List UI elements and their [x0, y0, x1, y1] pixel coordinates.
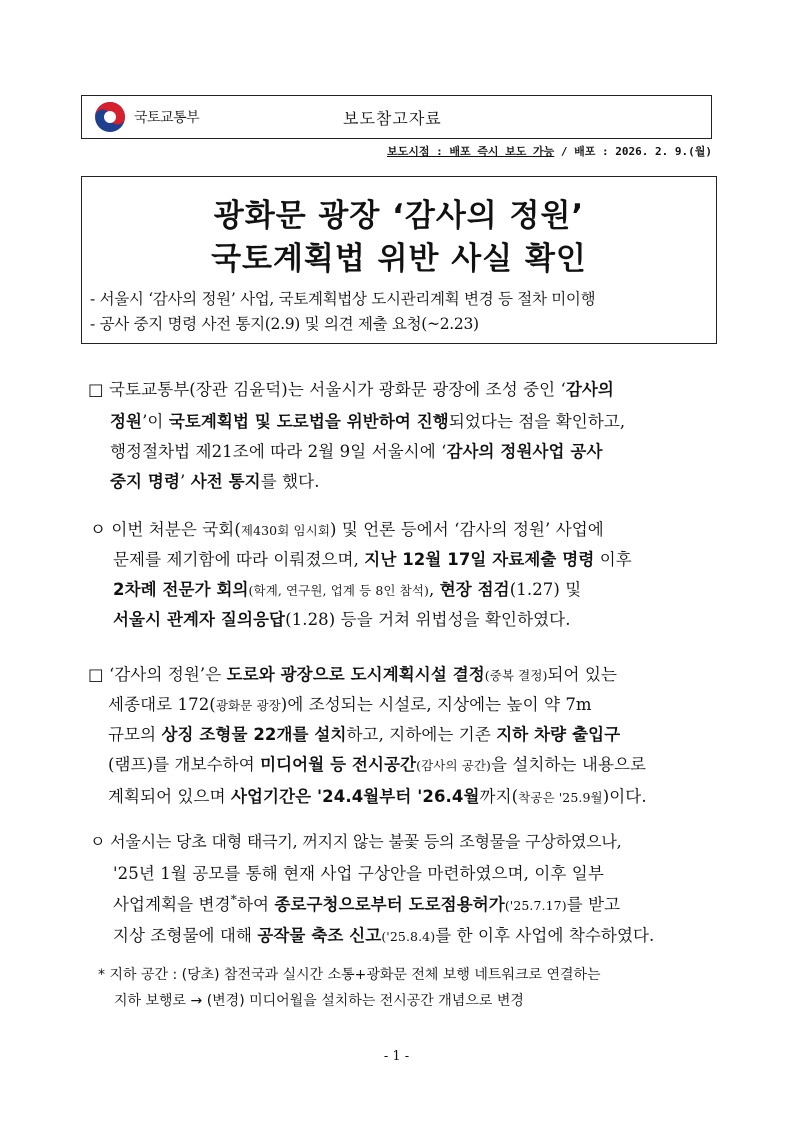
subtitle-1: - 서울시 ‘감사의 정원’ 사업, 국토계획법상 도시관리계획 변경 등 절차 미이행 [90, 290, 596, 308]
p2-l1c: ) 및 언론 등에서 ‘감사의 정원’ 사업에 [330, 520, 604, 539]
p1-l1b: 감사의 [565, 380, 614, 399]
ministry-logo-icon [93, 100, 127, 134]
p2-l4b: (1.28) 등을 거쳐 위법성을 확인하였다. [285, 610, 571, 629]
p4-l3d: 종로구청으로부터 도로점용허가 [274, 895, 505, 914]
p1-line-2 [110, 408, 793, 432]
p3-line-4 [108, 751, 793, 775]
p3-line-3 [108, 721, 793, 745]
footnote-line-1: * 지하 공간 : (당초) 참전국과 실시간 소통+광화문 전체 보행 네트워크로 연결하는 [98, 967, 601, 983]
p4-line-3 [113, 891, 793, 915]
p1-l3b: 감사의 정원사업 공사 [446, 442, 603, 461]
release-date: / 배포 : 2026. 2. 9.(월) [554, 145, 712, 158]
p3-l5d: 착공은 '25.9월 [518, 790, 603, 805]
p4-l4a: 지상 조형물에 대해 [113, 926, 258, 945]
p2-l3a: 2차례 전문가 회의 [113, 580, 249, 599]
p3-l5e: )이다. [602, 787, 647, 806]
p4-l3c: 하여 [236, 895, 275, 914]
p3-l1d: 되어 있는 [547, 665, 618, 684]
p3-line-1 [88, 661, 793, 685]
p1-l2c: 국토계획법 및 도로법을 위반하여 진행 [168, 412, 449, 431]
p3-l4b: 미디어월 등 전시공간 [260, 755, 417, 774]
title-line-2: 국토계획법 위반 사실 확인 [211, 241, 587, 277]
p4-l3e: ('25.7.17) [504, 898, 567, 913]
p2-l1a: ㅇ 이번 처분은 국회( [90, 520, 241, 539]
p1-l2a: 정원 [110, 412, 143, 431]
p3-l3b: 상징 조형물 22개를 설치 [161, 725, 347, 744]
page-number: - 1 - [383, 1049, 410, 1064]
p1-l4b: ’ [180, 472, 191, 491]
p1-l2d: 되었다는 점을 확인하고, [448, 412, 626, 431]
p3-l2c: )에 조성되는 시설로, 지상에는 높이 약 7m [280, 695, 592, 714]
p3-line-2 [108, 691, 793, 715]
p2-line-1 [90, 516, 793, 540]
p4-l3f: 를 받고 [566, 895, 621, 914]
p3-l4c: (감사의 공간) [416, 758, 492, 773]
p3-l2a: 세종대로 172( [108, 695, 216, 714]
p3-l3d: 지하 차량 출입구 [496, 725, 621, 744]
p3-l1c: (중복 결정) [484, 668, 548, 683]
p4-line-4 [113, 922, 793, 946]
p4-l4c: ('25.8.4) [381, 929, 436, 944]
p4-l3b: * [230, 891, 237, 907]
p1-l2b: ’이 [142, 412, 169, 431]
p3-l5c: 까지( [479, 787, 519, 806]
p3-l3a: 규모의 [108, 725, 162, 744]
p3-l3c: 하고, 지하에는 기존 [346, 725, 497, 744]
p3-l5a: 계획되어 있으며 [108, 787, 231, 806]
p3-l1b: 도로와 광장으로 도시계획시설 결정 [226, 665, 485, 684]
p1-line-1 [88, 376, 793, 400]
p1-l3a: 행정절차법 제21조에 따라 2월 9일 서울시에 ‘ [110, 442, 447, 461]
p2-l3d: 현장 점검 [439, 580, 510, 599]
p1-l4d: 를 했다. [260, 472, 320, 491]
p2-l3e: (1.27) 및 [509, 580, 582, 599]
p2-l2c: 이후 [594, 550, 632, 569]
p2-l2a: 문제를 제기함에 따라 이뤄졌으며, [113, 550, 365, 569]
p3-line-5 [108, 783, 793, 807]
subtitle-2: - 공사 중지 명령 사전 통지(2.9) 및 의견 제출 요청(~2.23) [90, 315, 479, 333]
p3-l2b: 광화문 광장 [215, 698, 281, 713]
p3-l5b: 사업기간은 '24.4월부터 '26.4월 [230, 787, 480, 806]
p4-l4b: 공작물 축조 신고 [257, 926, 382, 945]
p2-l2b: 지난 12월 17일 자료제출 명령 [364, 550, 595, 569]
footnote-line-2: 지하 보행로 → (변경) 미디어월을 설치하는 전시공간 개념으로 변경 [114, 993, 524, 1009]
p4-line-2: '25년 1월 공모를 통해 현재 사업 구상안을 마련하였으며, 이후 일부 [113, 864, 604, 883]
p4-l3a: 사업계획을 변경 [113, 895, 231, 914]
p1-l4c: 사전 통지 [190, 472, 261, 491]
p1-line-4 [110, 468, 793, 492]
p2-line-2 [113, 546, 793, 570]
document-type: 보도참고자료 [343, 109, 442, 128]
p2-l4a: 서울시 관계자 질의응답 [113, 610, 286, 629]
release-info [387, 143, 712, 159]
release-label: 보도시점 : 배포 즉시 보도 가능 [387, 145, 555, 158]
p4-line-1: ㅇ 서울시는 당초 대형 태극기, 꺼지지 않는 불꽃 등의 조형물을 구상하였으나, [90, 832, 622, 851]
p1-l4a: 중지 명령 [110, 472, 181, 491]
title-line-1: 광화문 광장 ‘감사의 정원’ [213, 198, 585, 234]
p2-l1b: 제430회 임시회 [240, 523, 330, 538]
p2-l3b: (학계, 연구원, 업계 등 8인 참석) [248, 583, 429, 598]
p3-l1a: □ ‘감사의 정원’은 [88, 665, 227, 684]
p2-line-4 [113, 606, 793, 630]
ministry-name: 국토교통부 [134, 110, 200, 126]
p2-l3c: , [429, 580, 440, 599]
p2-line-3 [113, 576, 793, 600]
p3-l4a: (램프)를 개보수하여 [108, 755, 261, 774]
p1-l1a: □ 국토교통부(장관 김윤덕)는 서울시가 광화문 광장에 조성 중인 ‘ [88, 380, 566, 399]
p3-l4d: 을 설치하는 내용으로 [491, 755, 647, 774]
p1-line-3 [110, 438, 793, 462]
p4-l4d: 를 한 이후 사업에 착수하였다. [435, 926, 655, 945]
